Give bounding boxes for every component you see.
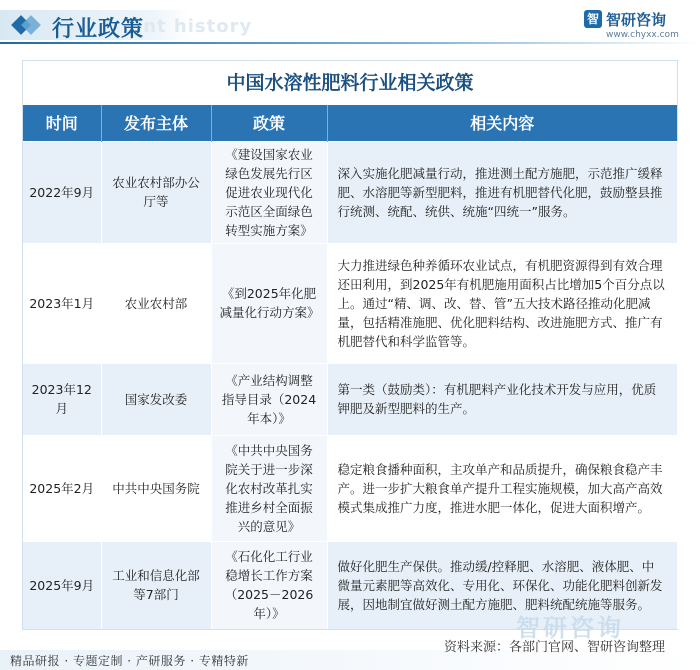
policy-table	[23, 105, 678, 629]
logo-name: 智研咨询	[606, 11, 667, 29]
header-divider	[0, 42, 700, 44]
header-ghost-text: ent history	[130, 16, 253, 37]
watermark-text: 智研咨询	[516, 614, 624, 642]
cell-policy: 《石化化工行业稳增长工作方案（2025－2026年）》	[211, 541, 327, 629]
cell-policy: 《产业结构调整指导目录（2024年本）》	[211, 363, 327, 435]
cell-time: 2025年9月	[23, 541, 101, 629]
cell-content: 第一类（鼓励类）：有机肥料产业化技术开发与应用，优质钾肥及新型肥料的生产。	[327, 363, 677, 435]
column-header-publisher: 发布主体	[101, 105, 211, 141]
page-title: 行业政策	[52, 17, 145, 42]
cell-content: 大力推进绿色种养循环农业试点，有机肥资源得到有效合理还田利用，到2025年有机肥施用面积占比增加5个百分点以上。通过“精、调、改、替、管”五大技术路径推动化肥减量，包括精准施肥、优化肥料结构、改进施肥方式、推广有机肥替代和科学监管等。	[327, 243, 677, 363]
table-row	[23, 363, 677, 435]
table-header-row	[23, 105, 677, 141]
column-header-content: 相关内容	[327, 105, 677, 141]
cell-publisher: 国家发改委	[101, 363, 211, 435]
page-footer	[0, 632, 700, 670]
cell-time: 2023年1月	[23, 243, 101, 363]
cell-publisher: 中共中央国务院	[101, 435, 211, 541]
cell-content: 稳定粮食播种面积，主攻单产和品质提升，确保粮食稳产丰产。进一步扩大粮食单产提升工程实施规模，加大高产高效模式集成推广力度，推进水肥一体化，促进大面积增产。	[327, 435, 677, 541]
cell-time: 2023年12月	[23, 363, 101, 435]
column-header-policy: 政策	[211, 105, 327, 141]
cell-policy: 《建设国家农业绿色发展先行区促进农业现代化示范区全面绿色转型实施方案》	[211, 141, 327, 243]
cell-time: 2022年9月	[23, 141, 101, 243]
page-header	[0, 0, 700, 44]
table-title: 中国水溶性肥料行业相关政策	[23, 61, 677, 105]
cell-publisher: 工业和信息化部等7部门	[101, 541, 211, 629]
source-note: 资料来源：各部门官网、智研咨询整理	[444, 640, 666, 655]
footer-tagline: 精品研报 · 专题定制 · 产研服务 · 专精特新	[10, 654, 249, 668]
brand-logo	[584, 8, 696, 42]
cell-time: 2025年2月	[23, 435, 101, 541]
logo-icon: 智	[584, 10, 602, 28]
cell-content: 深入实施化肥减量行动，推进测土配方施肥，示范推广缓释肥、水溶肥等新型肥料，推进有机肥替代化肥，鼓励整县推行统测、统配、统供、统施“四统一”服务。	[327, 141, 677, 243]
cell-policy: 《中共中央国务院关于进一步深化农村改革扎实推进乡村全面振兴的意见》	[211, 435, 327, 541]
cell-publisher: 农业农村部办公厅等	[101, 141, 211, 243]
table-row	[23, 435, 677, 541]
table-row	[23, 243, 677, 363]
policy-panel	[22, 60, 678, 630]
logo-url: www.chyxx.com	[606, 30, 679, 40]
column-header-time: 时间	[23, 105, 101, 141]
cell-content: 做好化肥生产保供。推动缓/控释肥、水溶肥、液体肥、中微量元素肥等高效化、专用化、环保化、功能化肥料创新发展，因地制宜做好测土配方施肥、肥料统配统施等服务。	[327, 541, 677, 629]
table-row	[23, 141, 677, 243]
cell-policy: 《到2025年化肥减量化行动方案》	[211, 243, 327, 363]
cell-publisher: 农业农村部	[101, 243, 211, 363]
